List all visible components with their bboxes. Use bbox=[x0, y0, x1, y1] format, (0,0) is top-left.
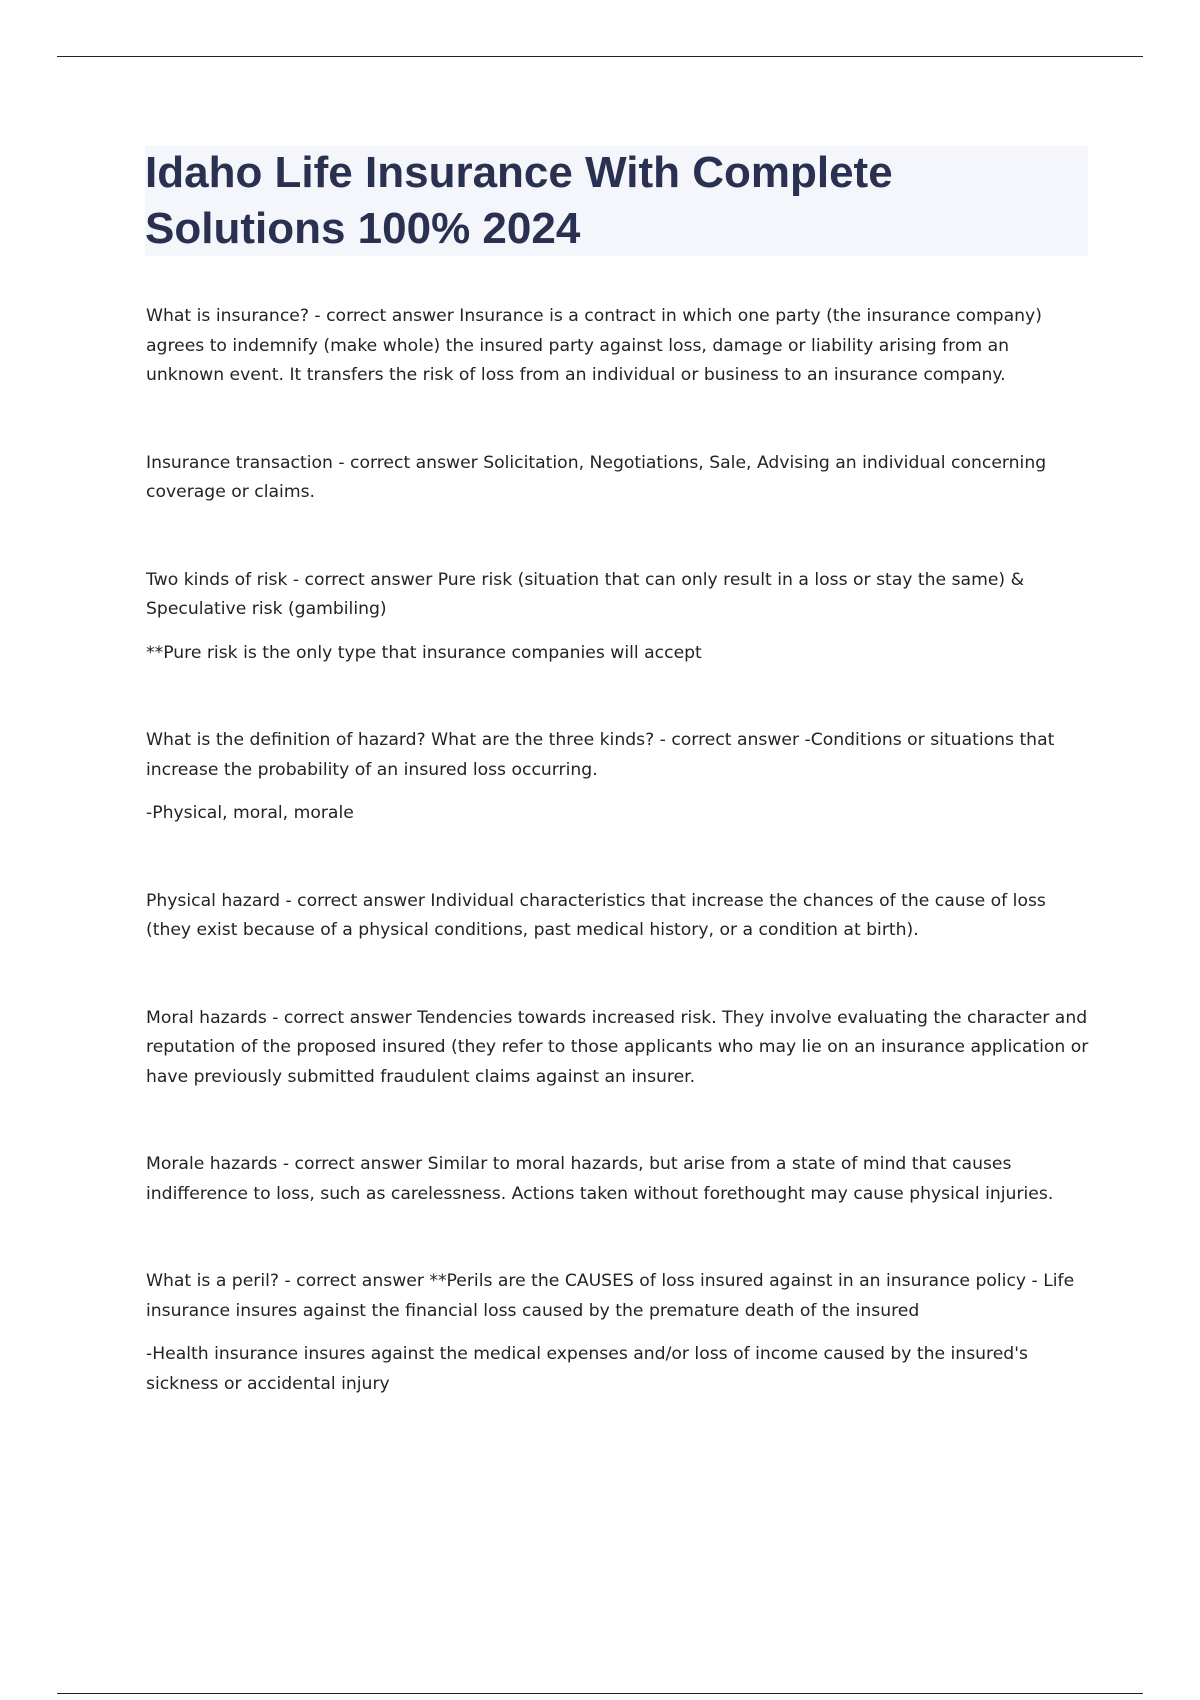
qa-entry-insurance bbox=[146, 302, 1091, 391]
top-divider bbox=[57, 56, 1143, 57]
entry-text: Moral hazards - correct answer Tendencies towards increased risk. They involve evaluating the character and reputation of the proposed insured (they refer to those applicants who may lie on an insurance application or have previously submitted fraudulent claims against an insurer. bbox=[146, 1007, 1089, 1087]
entry-note: -Health insurance insures against the medical expenses and/or loss of income caused by the insured's sickness or accidental injury bbox=[146, 1344, 1028, 1394]
bottom-divider bbox=[57, 1693, 1143, 1694]
qa-entry-insurance-transaction bbox=[146, 449, 1091, 508]
qa-entry-peril bbox=[146, 1267, 1091, 1399]
entry-text: Morale hazards - correct answer Similar to moral hazards, but arise from a state of mind that causes indifference to loss, such as carelessness. Actions taken without forethought may cause physical injuries. bbox=[146, 1154, 1054, 1204]
qa-entry-kinds-of-risk bbox=[146, 566, 1091, 669]
document-body bbox=[146, 302, 1091, 1457]
entry-text: Insurance transaction - correct answer Solicitation, Negotiations, Sale, Advising an individual concerning coverage or claims. bbox=[146, 452, 1047, 502]
qa-entry-physical-hazard bbox=[146, 887, 1091, 946]
entry-text: Two kinds of risk - correct answer Pure risk (situation that can only result in a loss or stay the same) & Speculative risk (gambiling) bbox=[146, 569, 1024, 619]
entry-note: **Pure risk is the only type that insurance companies will accept bbox=[146, 642, 702, 663]
entry-text: What is the definition of hazard? What are the three kinds? - correct answer -Conditions or situations that increase the probability of an insured loss occurring. bbox=[146, 730, 1055, 780]
entry-text: What is insurance? - correct answer Insurance is a contract in which one party (the insurance company) agrees to indemnify (make whole) the insured party against loss, damage or liability arising from an unknown event. It transfers the risk of loss from an individual or business to an insurance company. bbox=[146, 306, 1042, 385]
entry-text: Physical hazard - correct answer Individual characteristics that increase the chances of the cause of loss (they exist because of a physical conditions, past medical history, or a condition at birth). bbox=[146, 890, 1046, 940]
entry-text: What is a peril? - correct answer **Perils are the CAUSES of loss insured against in an insurance policy - Life insurance insures against the financial loss caused by the premature death of the insured bbox=[146, 1271, 1075, 1321]
title-banner bbox=[145, 146, 1088, 256]
qa-entry-moral-hazards bbox=[146, 1004, 1091, 1093]
qa-entry-hazard-definition bbox=[146, 726, 1091, 829]
document-title: Idaho Life Insurance With Complete Solutions 100% 2024 bbox=[145, 148, 893, 253]
entry-note: -Physical, moral, morale bbox=[146, 803, 354, 823]
qa-entry-morale-hazards bbox=[146, 1150, 1091, 1209]
